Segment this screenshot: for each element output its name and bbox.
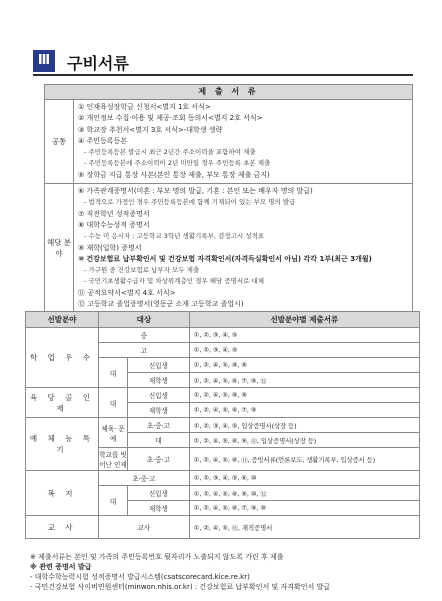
note-line: ※ 제출서류는 본인 및 가족의 주민등록번호 뒷자리가 노출되지 않도록 가린 후 제출 [30,553,284,561]
target-enrolled: 재학생 [128,403,190,418]
target-new-student: 신입생 [128,486,190,501]
target-teacher: 교사 [99,516,190,539]
docs-cell: ①, ②, ④, ⑤, ⑥, ⑦, ⑨, ⑩ [189,501,419,516]
header-field: 선발분야 [26,312,99,328]
field-welfare: 복 지 [26,471,99,516]
doc-subitem: - 주민등록등본 발급시 최근 2년간 주소이력을 포함하여 제출 [84,148,256,157]
docs-cell: ①, ②, ④, ⑤, ⑥, ⑪, 증빙서류(언론보도, 생활기록부, 입상증서 등) [189,448,419,471]
target-university: 대 [128,433,190,448]
submission-by-field-table [25,311,420,539]
required-documents-table [44,84,413,313]
target-high: 고 [99,343,190,358]
doc-item: ③ 학교장 추천서<별지 3호 서식>-대학생 생략 [78,125,223,134]
target-new-student: 신입생 [128,358,190,373]
applicable-category: 해당 분야 [45,184,74,313]
note-line: - 국민건강보험 사이버민원센터(minwon.nhis.or.kr) : 건강보험료 납부확인서 및 자격확인서 발급 [30,583,331,591]
target-elementary-middle-high: 초·중·고 [128,418,190,433]
doc-item: ⑪ 공적요약서<별지 4호 서식> [78,288,176,297]
target-new-student: 신입생 [128,388,190,403]
target-enrolled: 재학생 [128,501,190,516]
doc-subitem: - 가구원 중 건강보험료 납부자 모두 제출 [84,266,200,275]
docs-table-header: 제 출 서 류 [45,85,413,100]
field-teacher: 교 사 [26,516,99,539]
field-arts-sports: 예 체 능 특 기 [26,418,99,471]
target-elementary-middle-high: 초·중·고 [99,471,190,486]
doc-item: ⑧ 대학수능성적 증명서 [78,220,150,229]
target-sport-art: 체육· 문예 [99,418,128,448]
header-target: 대상 [99,312,190,328]
notes [30,552,430,592]
docs-cell: ①, ②, ④, ⑤, ⑥, ⑦, ⑨ [189,403,419,418]
target-middle: 중 [99,328,190,343]
doc-subitem: - 법적으로 가정인 경우 주민등록등본에 함께 기재되어 있는 부모 명의 발급 [84,198,296,207]
docs-cell: ①, ②, ③, ④, ⑤, ⑥, ⑩ [189,471,419,486]
doc-item: ④ 주민등록등본 [78,136,128,145]
applicable-items [74,184,413,313]
common-items [74,100,413,184]
doc-item: ② 개인정보 수집·이용 및 제공·조회 동의서<별지 2호 서식> [78,114,263,123]
field-academic: 학 업 우 수 [26,328,99,388]
docs-cell: ①, ②, ④, ⑤, ⑥, ⑨, ⑩, ⑫ [189,486,419,501]
docs-cell: ①, ②, ④, ⑤, ⑧, ⑨ [189,388,419,403]
docs-cell: ①, ②, ④, ⑤, ⑥, ⑨, ⑪, 입상증명서(상장 등) [189,433,419,448]
doc-item: ⑨ 재학(입학) 증명서 [78,243,142,252]
target-out-of-school: 학교를 벗어난 인재 [99,448,128,471]
docs-cell: ①, ②, ④, ⑤, ⑥, ⑦, ⑨, ⑫ [189,373,419,388]
section-title: 구비서류 [67,54,129,73]
field-yukdang: 육 당 골 인 재 [26,388,99,418]
target-university: 대 [99,486,128,516]
doc-subitem: - 국민기초생활수급자 및 차상위계층인 경우 해당 증명서로 대체 [84,277,265,286]
docs-cell: ①, ②, ③, ④, ⑤ [189,343,419,358]
note-line: ※ 관련 증명서 발급 [30,563,92,571]
doc-subitem: - 수능 미 응시자 : 고등학교 3학년 생활기록부, 검정고시 성적표 [84,232,265,241]
docs-cell: ①, ②, ④, ⑤, ⑪, 재직증명서 [189,516,419,539]
doc-item: ⑦ 직전학년 성적증명서 [78,209,150,218]
doc-item: ① 인재육성장학금 신청서<별지 1호 서식> [78,103,211,111]
docs-cell: ①, ②, ④, ⑤, ⑧, ⑨ [189,358,419,373]
doc-item: ⑫ 고등학교 졸업증명서(영동군 소재 고등학교 졸업시) [78,300,244,309]
section-number: Ⅲ [33,50,55,72]
header-documents: 선발분야별 제출서류 [189,312,419,328]
common-category: 공통 [45,100,74,184]
docs-cell: ①, ②, ③, ④, ⑤ [189,328,419,343]
target-elementary-middle-high: 초·중·고 [128,448,190,471]
note-line: - 대학수학능력시험 성적증명서 발급시스템(csatscorecard.kice.re.kr) [30,573,250,581]
doc-item: ⑤ 장학금 지급 통장 사본(본인 통장 제출, 부모 통장 제출 금지) [78,170,270,179]
docs-cell: ①, ②, ③, ④, ⑤, 입상증명서(상장 등) [189,418,419,433]
doc-subitem: - 주민등록등본에 주소이력이 2년 미만일 경우 주민등록 초본 제출 [84,159,271,168]
section-header [33,50,413,76]
target-enrolled: 재학생 [128,373,190,388]
target-university: 대 [99,388,128,418]
target-university: 대 [99,358,128,388]
doc-item: ⑥ 가족관계증명서(미혼 : 부모 명의 발급, 기혼 : 본인 또는 배우자 명의 발급) [78,187,313,196]
doc-item: ⑩ 건강보험료 납부확인서 및 건강보험 자격확인서(자격득실확인서 아님) 각각 1부(최근 3개월) [78,254,372,263]
